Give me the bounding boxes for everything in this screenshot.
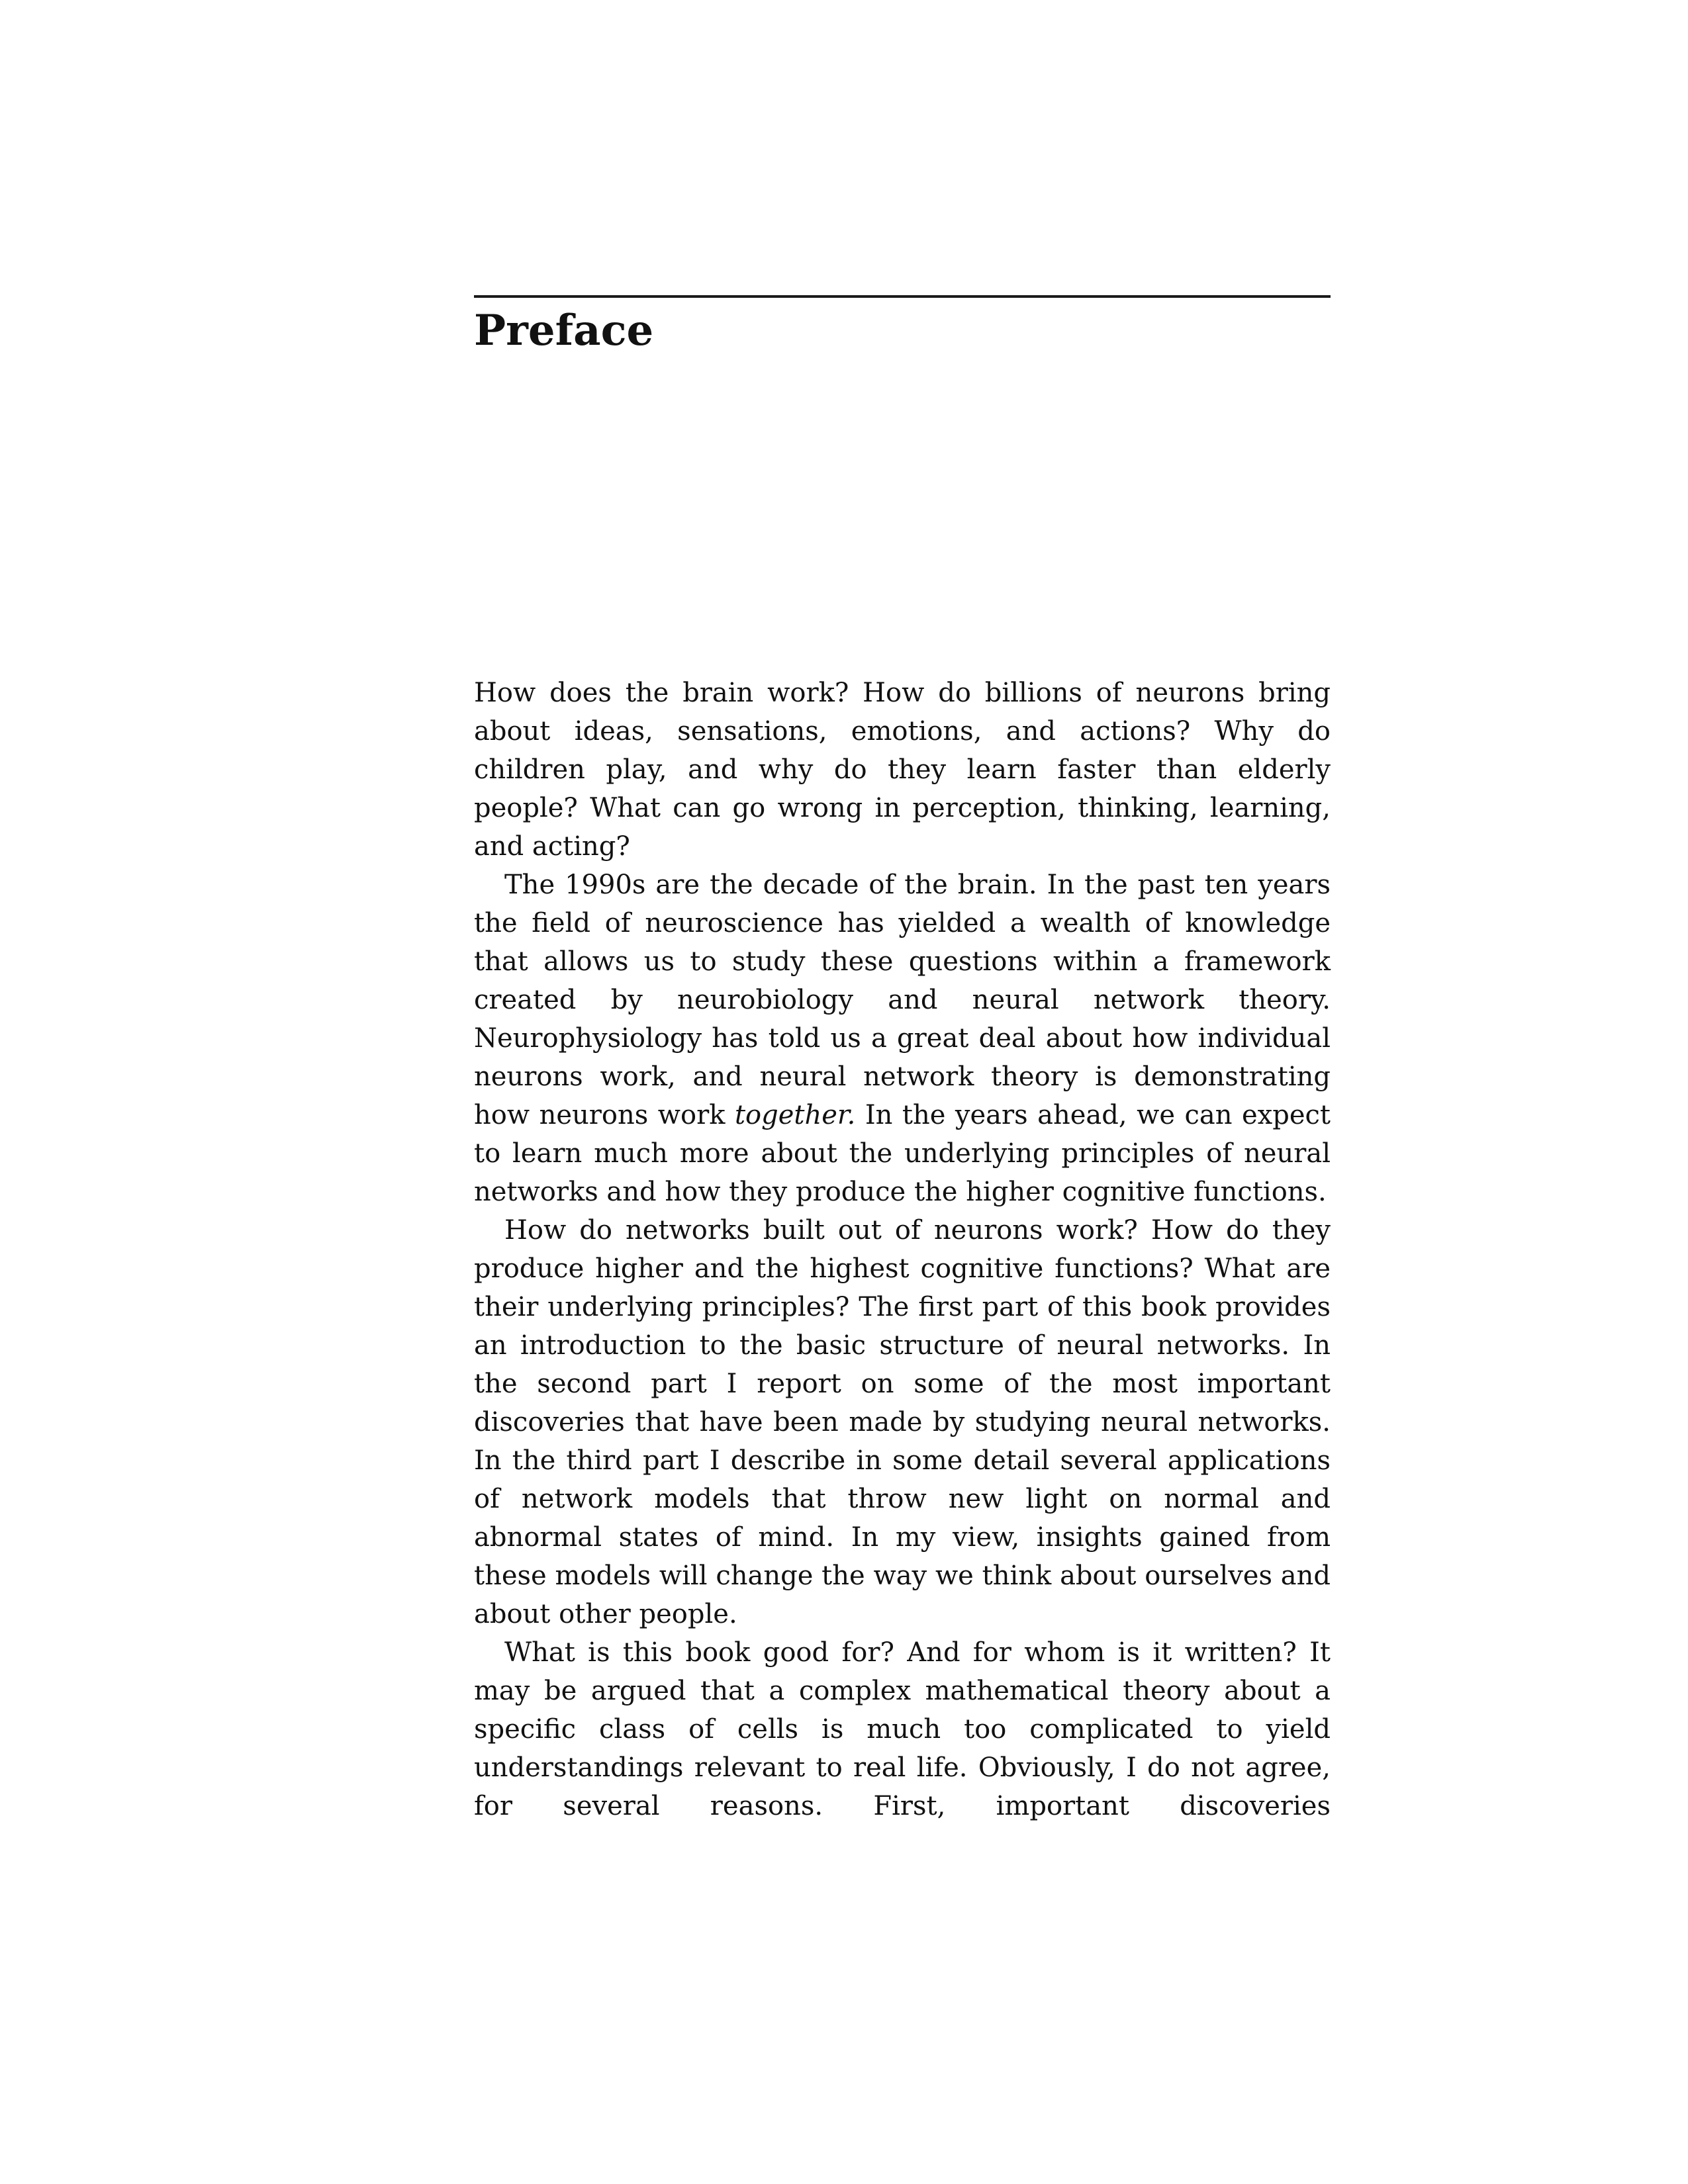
paragraph-2 xyxy=(474,866,1331,1211)
paragraph-1: How does the brain work? How do billions of neurons bring about ideas, sensations, emotions, and actions? Why do children play, and why do they learn faster than elderly people? What can go wrong in perception, thinking, learning, and acting? xyxy=(474,678,1331,862)
paragraph-2-text-after: In the years ahead, we can expect to learn much more about the underlying principles of neural networks and how they produce the higher cognitive functions. xyxy=(474,1100,1331,1207)
body-text xyxy=(474,674,1331,1825)
paragraph-2-emphasis: together. xyxy=(734,1100,856,1130)
paragraph-2-text-before: The 1990s are the decade of the brain. In the past ten years the field of neuroscience has yielded a wealth of knowledge that allows us to study these questions within a framework created by neurobiology and neural network theory. Neurophysiology has told us a great deal about how individual neurons work, and neural network theory is demonstrating how neurons work xyxy=(474,870,1331,1130)
chapter-title: Preface xyxy=(474,306,654,355)
chapter-rule xyxy=(474,295,1331,298)
paragraph-4: What is this book good for? And for whom is it written? It may be argued that a complex mathematical theory about a specific class of cells is much too complicated to yield understandings relevant to real life. Obviously, I do not agree, for several reasons. First, important discoveries xyxy=(474,1637,1331,1821)
paragraph-3: How do networks built out of neurons work? How do they produce higher and the highest cognitive functions? What are their underlying principles? The first part of this book provides an introduction to the basic structure of neural networks. In the second part I report on some of the most important discoveries that have been made by studying neural networks. In the third part I describe in some detail several applications of network models that throw new light on normal and abnormal states of mind. In my view, insights gained from these models will change the way we think about ourselves and about other people. xyxy=(474,1215,1331,1629)
